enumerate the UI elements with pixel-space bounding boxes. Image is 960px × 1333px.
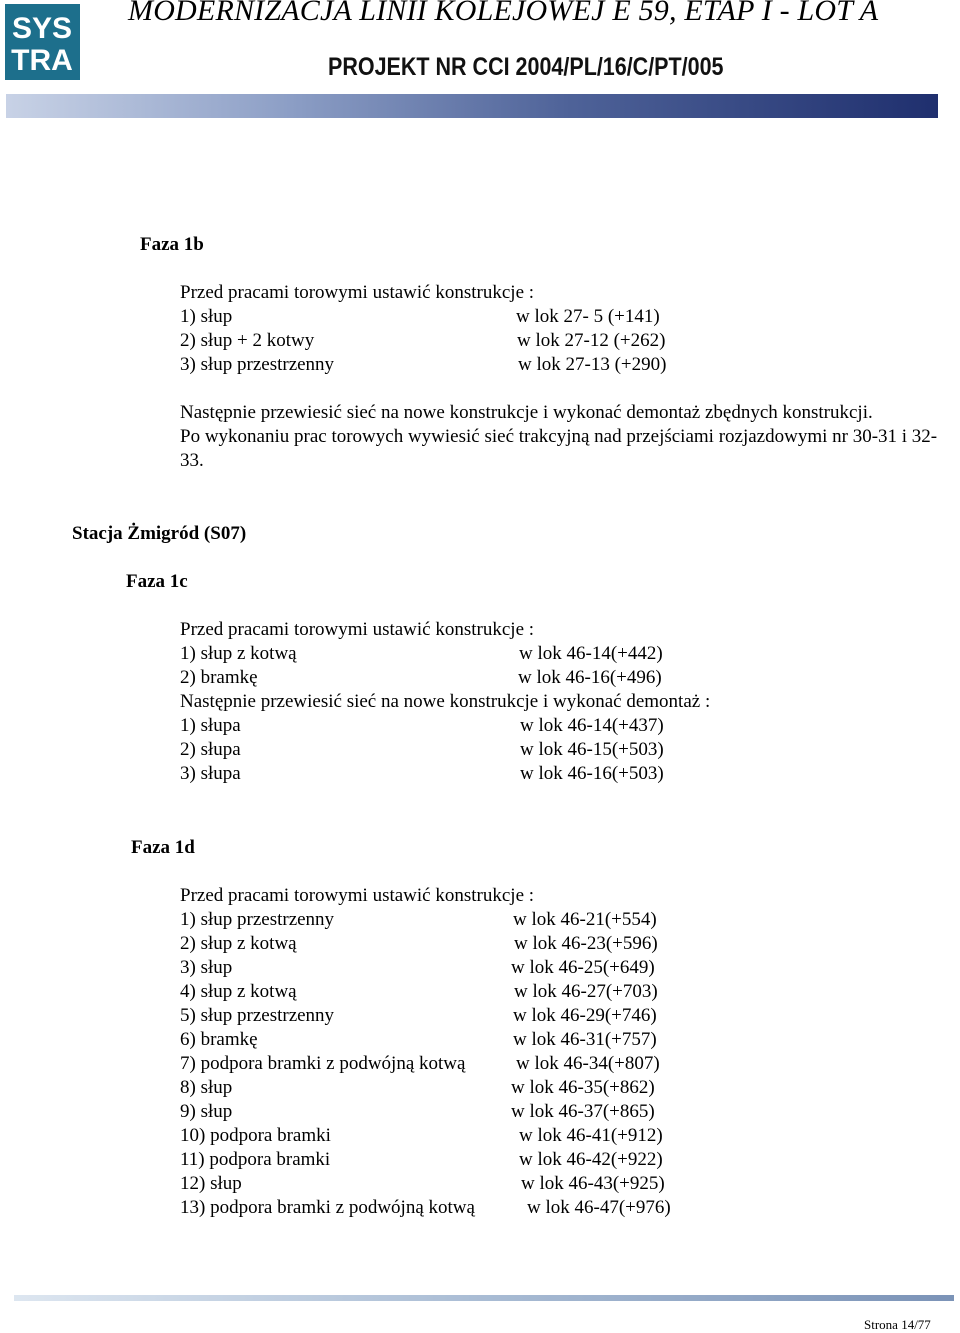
phase-1b-item-label: 2) słup + 2 kotwy bbox=[180, 330, 315, 351]
phase-1d-item-location: w lok 46-47(+976) bbox=[527, 1197, 671, 1218]
phase-1d-item-label: 8) słup bbox=[180, 1077, 233, 1098]
phase-1d-item-location: w lok 46-21(+554) bbox=[513, 909, 657, 930]
station-heading: Stacja Żmigród (S07) bbox=[72, 523, 247, 544]
footer-gradient-bar bbox=[14, 1295, 954, 1301]
phase-1c-item-label: 1) słup z kotwą bbox=[180, 643, 297, 664]
phase-1b-paragraphs bbox=[180, 401, 958, 473]
phase-1d-item-location: w lok 46-23(+596) bbox=[514, 933, 658, 954]
phase-1b-heading: Faza 1b bbox=[140, 234, 204, 255]
phase-1c-dismantle-location: w lok 46-14(+437) bbox=[520, 715, 664, 736]
phase-1b-paragraph: Następnie przewiesić sieć na nowe konstrukcje i wykonać demontaż zbędnych konstrukcji. bbox=[180, 402, 873, 423]
phase-1d-item-label: 9) słup bbox=[180, 1101, 233, 1122]
phase-1d-item-location: w lok 46-35(+862) bbox=[511, 1077, 655, 1098]
phase-1d-item-location: w lok 46-29(+746) bbox=[513, 1005, 657, 1026]
phase-1c-item-location: w lok 46-14(+442) bbox=[519, 643, 663, 664]
phase-1d-item-location: w lok 46-41(+912) bbox=[519, 1125, 663, 1146]
phase-1d-item-label: 11) podpora bramki bbox=[180, 1149, 331, 1170]
phase-1d-item-location: w lok 46-42(+922) bbox=[519, 1149, 663, 1170]
phase-1d-item-label: 3) słup bbox=[180, 957, 233, 978]
document-title: MODERNIZACJA LINII KOLEJOWEJ E 59, ETAP I - LOT A bbox=[128, 0, 879, 27]
phase-1d-item-location: w lok 46-31(+757) bbox=[513, 1029, 657, 1050]
phase-1d-heading: Faza 1d bbox=[131, 837, 195, 858]
phase-1d-item-location: w lok 46-37(+865) bbox=[511, 1101, 655, 1122]
phase-1c-intro: Przed pracami torowymi ustawić konstrukcje : bbox=[180, 619, 535, 640]
phase-1c-dismantle-intro: Następnie przewiesić sieć na nowe konstrukcje i wykonać demontaż : bbox=[180, 691, 711, 712]
logo-text-top: SYS bbox=[11, 12, 73, 45]
phase-1c-dismantle-label: 1) słupa bbox=[180, 715, 241, 736]
phase-1d-item-location: w lok 46-25(+649) bbox=[511, 957, 655, 978]
phase-1d-item-label: 2) słup z kotwą bbox=[180, 933, 297, 954]
phase-1d-item-label: 12) słup bbox=[180, 1173, 242, 1194]
phase-1b-paragraph: Po wykonaniu prac torowych wywiesić sieć trakcyjną nad przejściami rozjazdowymi nr 30-31 i 32-33. bbox=[180, 426, 938, 471]
phase-1c-item-location: w lok 46-16(+496) bbox=[518, 667, 662, 688]
phase-1b-item-location: w lok 27-12 (+262) bbox=[517, 330, 666, 351]
phase-1c-heading: Faza 1c bbox=[126, 571, 188, 592]
phase-1d-item-label: 1) słup przestrzenny bbox=[180, 909, 335, 930]
phase-1d-item-location: w lok 46-27(+703) bbox=[514, 981, 658, 1002]
phase-1d-item-label: 5) słup przestrzenny bbox=[180, 1005, 335, 1026]
phase-1c-dismantle-label: 3) słupa bbox=[180, 763, 241, 784]
phase-1d-item-label: 4) słup z kotwą bbox=[180, 981, 297, 1002]
phase-1b-item-label: 3) słup przestrzenny bbox=[180, 354, 335, 375]
phase-1d-item-location: w lok 46-43(+925) bbox=[521, 1173, 665, 1194]
phase-1d-item-label: 13) podpora bramki z podwójną kotwą bbox=[180, 1197, 475, 1218]
phase-1b-item-label: 1) słup bbox=[180, 306, 233, 327]
header-gradient-bar bbox=[6, 94, 938, 118]
project-number: PROJEKT NR CCI 2004/PL/16/C/PT/005 bbox=[328, 53, 724, 81]
phase-1c-dismantle-location: w lok 46-16(+503) bbox=[520, 763, 664, 784]
phase-1c-dismantle-label: 2) słupa bbox=[180, 739, 241, 760]
phase-1c-item-label: 2) bramkę bbox=[180, 667, 258, 688]
systra-logo bbox=[5, 4, 80, 80]
phase-1b-item-location: w lok 27-13 (+290) bbox=[518, 354, 667, 375]
systra-logo-graphic bbox=[5, 4, 80, 80]
phase-1d-intro: Przed pracami torowymi ustawić konstrukcje : bbox=[180, 885, 535, 906]
phase-1d-item-label: 6) bramkę bbox=[180, 1029, 258, 1050]
phase-1b-intro: Przed pracami torowymi ustawić konstrukcje : bbox=[180, 282, 535, 303]
phase-1c-dismantle-location: w lok 46-15(+503) bbox=[520, 739, 664, 760]
phase-1b-item-location: w lok 27- 5 (+141) bbox=[516, 306, 660, 327]
phase-1d-item-location: w lok 46-34(+807) bbox=[516, 1053, 660, 1074]
phase-1d-item-label: 10) podpora bramki bbox=[180, 1125, 331, 1146]
phase-1d-item-label: 7) podpora bramki z podwójną kotwą bbox=[180, 1053, 466, 1074]
page-number: Strona 14/77 bbox=[864, 1317, 931, 1332]
logo-text-bottom: TRA bbox=[11, 44, 73, 77]
